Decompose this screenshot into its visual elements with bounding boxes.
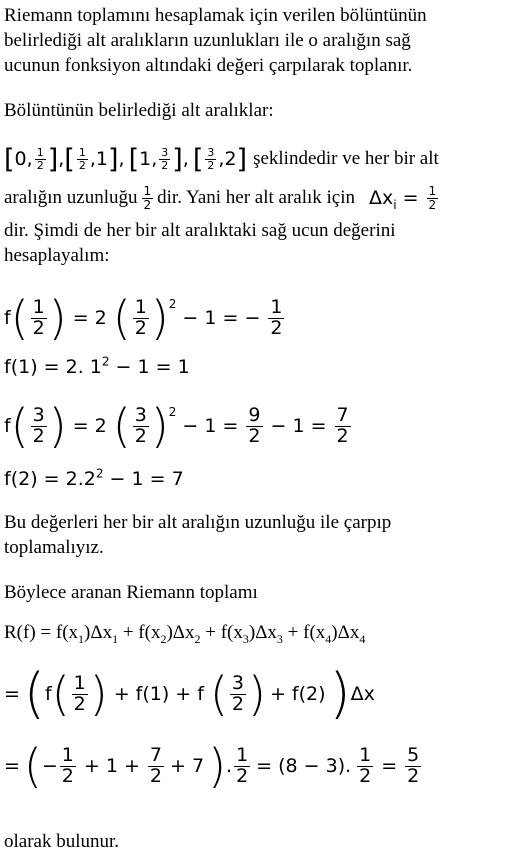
exponent: 2 <box>101 354 110 369</box>
numerator: 3 <box>32 403 45 426</box>
denominator: 2 <box>61 764 74 787</box>
numerator: 3 <box>161 145 169 159</box>
equation-part: )Δx <box>166 622 195 643</box>
intervals-tail-text: şeklindedir ve her bir alt <box>253 148 439 169</box>
final-line <box>4 737 423 795</box>
bracket: ] <box>236 143 248 175</box>
numerator: 7 <box>149 743 162 766</box>
numerator: 1 <box>61 743 74 766</box>
equation-part: f(2) = 2.2 <box>4 468 96 490</box>
paragraph-4: Böylece aranan Riemann toplamı <box>4 582 258 603</box>
fraction <box>205 147 216 171</box>
equation-part: + f(2) <box>269 683 326 705</box>
paren-close: ) <box>48 399 67 453</box>
subscript: i <box>393 197 397 212</box>
fraction <box>142 185 154 211</box>
equation-part: )Δx <box>84 622 113 643</box>
comma: , <box>182 148 189 170</box>
delta-symbol: Δx <box>369 187 394 209</box>
sum-line <box>4 664 375 724</box>
fraction <box>335 403 351 447</box>
riemann-definition <box>4 622 365 644</box>
fraction <box>148 743 164 787</box>
paren-close: ) <box>48 291 67 345</box>
bracket: [ <box>64 143 75 175</box>
delta-x-i <box>369 187 397 212</box>
equation-part: − 1 = <box>182 415 239 437</box>
denominator: 2 <box>149 764 162 787</box>
equation-part: )Δx <box>331 622 360 643</box>
equation-part: − 1 = − <box>182 307 261 329</box>
equation-part: + 7 <box>170 755 205 777</box>
subscript: 1 <box>78 631 85 646</box>
minus-sign: − <box>41 755 58 777</box>
numerator: 9 <box>248 403 261 426</box>
numerator: 1 <box>36 145 44 159</box>
equation-part: + f(1) + f <box>113 683 204 705</box>
comma: , <box>151 148 158 170</box>
fraction <box>230 671 246 715</box>
comma: , <box>26 148 33 170</box>
denominator: 2 <box>207 158 215 172</box>
para2-line-2: hesaplayalım: <box>4 245 110 266</box>
fraction <box>72 671 88 715</box>
bracket: [ <box>128 143 140 175</box>
delta-x: Δx <box>350 683 375 705</box>
numerator: 1 <box>32 295 45 318</box>
numerator: 1 <box>134 295 147 318</box>
paragraph-2 <box>4 218 396 268</box>
denominator: 2 <box>32 424 45 447</box>
fraction <box>31 295 47 339</box>
denominator: 2 <box>428 197 437 212</box>
equation-f-half: f ( $\frac{1}{2}$ ) = 2 ( $\frac{1}{2}$ ) $^2$ − 1 = − $\frac{1}{2}$ <box>4 291 283 345</box>
paren-close: ) <box>150 399 169 453</box>
function-symbol: f <box>45 683 52 705</box>
comma: , <box>218 148 225 170</box>
paren-close-large: ) <box>329 662 351 725</box>
fraction <box>357 743 373 787</box>
paren-close: ) <box>208 739 227 793</box>
paren-close: ) <box>150 291 169 345</box>
equals-sign: = <box>402 187 419 209</box>
paren-close: ) <box>248 667 266 721</box>
denominator: 2 <box>248 424 261 447</box>
numerator: 7 <box>336 403 349 426</box>
equation-part: + f(x <box>282 622 326 643</box>
paren-open-large: ( <box>23 662 45 725</box>
para2-line-1: dir. Şimdi de her bir alt aralıktaki sağ ucun değerini <box>4 220 396 241</box>
interval-value: 1 <box>95 148 108 170</box>
numerator: 1 <box>73 671 86 694</box>
denominator: 2 <box>73 692 86 715</box>
bracket: [ <box>4 143 15 175</box>
function-symbol: f <box>4 307 11 329</box>
paren-open: ( <box>23 739 42 793</box>
paren-open: ( <box>51 667 70 721</box>
numerator: 1 <box>270 295 283 318</box>
subintervals-heading: Bölüntünün belirlediği alt aralıklar: <box>4 100 274 121</box>
numerator: 5 <box>407 743 420 766</box>
bracket: ] <box>107 143 119 175</box>
comma: , <box>58 148 65 170</box>
denominator: 2 <box>134 424 147 447</box>
paragraph-3 <box>4 510 391 560</box>
dot: . <box>226 755 233 777</box>
subscript: 3 <box>242 631 249 646</box>
equation-part: R(f) = f(x <box>4 622 79 643</box>
comma: , <box>118 148 125 170</box>
fraction <box>133 295 149 339</box>
fraction <box>159 147 170 171</box>
length-text: aralığın uzunluğu <box>4 187 138 208</box>
denominator: 2 <box>32 316 45 339</box>
fraction <box>234 743 250 787</box>
denominator: 2 <box>78 158 86 172</box>
paren-open: ( <box>10 399 29 453</box>
equation-f-two <box>4 467 184 492</box>
numerator: 1 <box>236 743 249 766</box>
paren-open: ( <box>112 291 131 345</box>
equals-sign: = <box>4 755 20 777</box>
para3-line-1: Bu değerleri her bir alt aralığın uzunluğu ile çarpıp <box>4 512 392 533</box>
subscript: 2 <box>160 631 167 646</box>
equation-part: = 2 <box>72 307 107 329</box>
equals-sign: = <box>4 683 20 705</box>
numerator: 1 <box>78 145 86 159</box>
denominator: 2 <box>134 316 147 339</box>
bracket: ] <box>172 143 183 175</box>
equation-part: = 2 <box>72 415 107 437</box>
intro-line-2: belirlediği alt aralıkların uzunlukları ile o aralığın sağ <box>4 30 411 51</box>
interval-value: 0 <box>14 148 27 170</box>
fraction <box>268 295 284 339</box>
paren-close: ) <box>89 667 108 721</box>
equation-part: )Δx <box>248 622 277 643</box>
subscript: 4 <box>359 631 366 646</box>
equation-part: − 1 = 1 <box>115 356 190 378</box>
length-line <box>4 180 440 216</box>
fraction <box>31 403 47 447</box>
denominator: 2 <box>161 158 169 172</box>
denominator: 2 <box>236 764 249 787</box>
function-symbol: f <box>4 415 11 437</box>
numerator: 1 <box>143 183 152 198</box>
equation-part: + f(x <box>118 622 161 643</box>
numerator: 3 <box>231 671 244 694</box>
para3-line-2: toplamalıyız. <box>4 537 104 558</box>
intervals-line <box>4 138 439 180</box>
denominator: 2 <box>36 158 44 172</box>
denominator: 2 <box>336 424 349 447</box>
fraction <box>35 147 46 171</box>
comma: , <box>89 148 96 170</box>
denominator: 2 <box>407 764 420 787</box>
paren-open: ( <box>209 667 228 721</box>
equation-part: = (8 − 3). <box>256 755 352 777</box>
paren-open: ( <box>112 399 131 453</box>
subscript: 4 <box>325 631 332 646</box>
paren-open: ( <box>10 291 29 345</box>
intro-line-3: ucunun fonksiyon altındaki değeri çarpılarak toplanır. <box>4 55 413 76</box>
exponent: 2 <box>95 466 104 481</box>
denominator: 2 <box>231 692 244 715</box>
equation-part: f(1) = 2. 1 <box>4 356 102 378</box>
numerator: 1 <box>428 183 437 198</box>
equation-f-one <box>4 355 190 380</box>
fraction <box>77 147 88 171</box>
fraction <box>60 743 76 787</box>
interval-value: 1 <box>139 148 152 170</box>
subscript: 3 <box>276 631 283 646</box>
equals-sign: = <box>381 755 398 777</box>
fraction <box>405 743 421 787</box>
equation-f-three-half: f ( $\frac{3}{2}$ ) = 2 ( $\frac{3}{2}$ ) $^2$ − 1 = $\frac{9}{2}$ − 1 = $\frac{7}{2}$ <box>4 399 349 453</box>
fraction <box>427 185 439 211</box>
numerator: 3 <box>134 403 147 426</box>
interval-value: 2 <box>224 148 237 170</box>
intro-line-1: Riemann toplamını hesaplamak için verilen bölüntünün <box>4 5 427 26</box>
bracket: [ <box>192 143 204 175</box>
numerator: 1 <box>359 743 372 766</box>
equation-part: − 1 = 7 <box>109 468 184 490</box>
bracket: ] <box>47 143 59 175</box>
closing-text: olarak bulunur. <box>4 831 120 852</box>
denominator: 2 <box>143 197 152 212</box>
equation-part: − 1 = <box>270 415 327 437</box>
fraction <box>133 403 149 447</box>
equation-part: + f(x <box>200 622 243 643</box>
numerator: 3 <box>207 145 215 159</box>
equation-part: + 1 + <box>83 755 140 777</box>
length-text-b: dir. Yani her alt aralık için <box>157 187 356 208</box>
fraction <box>246 403 262 447</box>
denominator: 2 <box>270 316 283 339</box>
denominator: 2 <box>359 764 372 787</box>
subscript: 1 <box>112 631 119 646</box>
intro-paragraph <box>4 3 427 78</box>
subscript: 2 <box>194 631 201 646</box>
